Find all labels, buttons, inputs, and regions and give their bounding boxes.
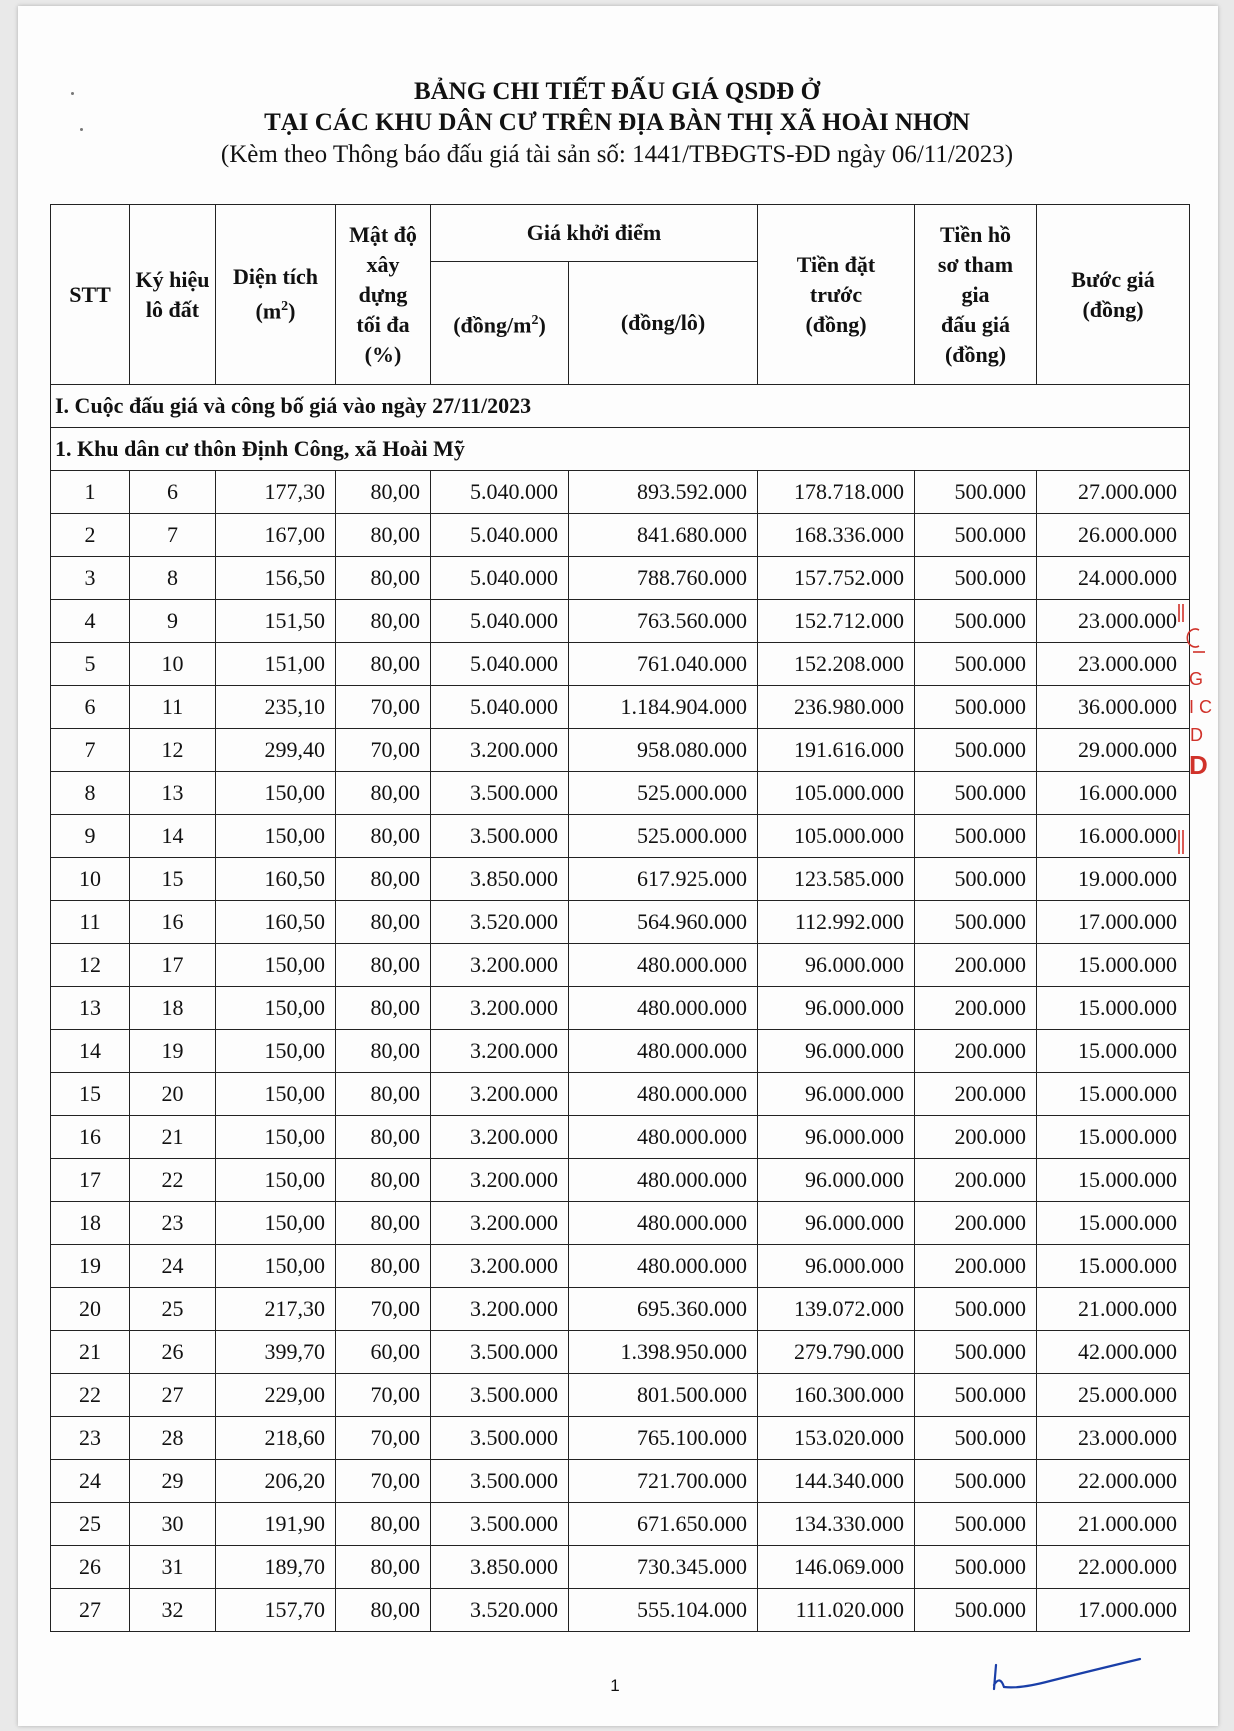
cell-gia-lo: 1.184.904.000	[569, 686, 758, 729]
cell-tien-dat-truoc: 105.000.000	[758, 772, 915, 815]
cell-gia-lo: 525.000.000	[569, 772, 758, 815]
cell-gia-m2: 5.040.000	[431, 557, 569, 600]
cell-tien-dat-truoc: 236.980.000	[758, 686, 915, 729]
cell-tien-dat-truoc: 146.069.000	[758, 1546, 915, 1589]
cell-stt: 6	[51, 686, 130, 729]
cell-dien-tich: 206,20	[216, 1460, 336, 1503]
cell-tien-dat-truoc: 144.340.000	[758, 1460, 915, 1503]
cell-stt: 11	[51, 901, 130, 944]
header-tien-ho-so: Tiền hồ sơ tham gia đấu giá (đồng)	[915, 205, 1037, 385]
cell-gia-m2: 5.040.000	[431, 514, 569, 557]
cell-gia-lo: 555.104.000	[569, 1589, 758, 1632]
cell-gia-m2: 3.520.000	[431, 1589, 569, 1632]
cell-tien-ho-so: 500.000	[915, 686, 1037, 729]
cell-gia-m2: 3.500.000	[431, 1503, 569, 1546]
cell-gia-lo: 695.360.000	[569, 1288, 758, 1331]
table-row	[51, 1589, 1190, 1632]
cell-gia-m2: 3.200.000	[431, 944, 569, 987]
table-row	[51, 514, 1190, 557]
cell-buoc-gia: 15.000.000	[1037, 1159, 1190, 1202]
cell-buoc-gia: 23.000.000	[1037, 643, 1190, 686]
cell-mat-do: 80,00	[336, 1073, 431, 1116]
cell-tien-ho-so: 200.000	[915, 1245, 1037, 1288]
cell-buoc-gia: 22.000.000	[1037, 1546, 1190, 1589]
cell-ky-hieu: 27	[130, 1374, 216, 1417]
title-line-3: (Kèm theo Thông báo đấu giá tài sản số: 1441/TBĐGTS-ĐD ngày 06/11/2023)	[220, 141, 1014, 168]
cell-tien-ho-so: 500.000	[915, 1460, 1037, 1503]
cell-mat-do: 80,00	[336, 815, 431, 858]
cell-ky-hieu: 9	[130, 600, 216, 643]
cell-tien-ho-so: 500.000	[915, 557, 1037, 600]
cell-ky-hieu: 31	[130, 1546, 216, 1589]
cell-stt: 22	[51, 1374, 130, 1417]
header-buoc-gia: Bước giá (đồng)	[1037, 205, 1190, 385]
header-ky-hieu: Ký hiệu lô đất	[130, 205, 216, 385]
cell-mat-do: 80,00	[336, 1202, 431, 1245]
cell-tien-ho-so: 200.000	[915, 1030, 1037, 1073]
cell-buoc-gia: 15.000.000	[1037, 1245, 1190, 1288]
cell-ky-hieu: 14	[130, 815, 216, 858]
table-row	[51, 729, 1190, 772]
table-row	[51, 1331, 1190, 1374]
cell-tien-dat-truoc: 123.585.000	[758, 858, 915, 901]
cell-buoc-gia: 17.000.000	[1037, 901, 1190, 944]
cell-gia-m2: 3.500.000	[431, 1374, 569, 1417]
cell-buoc-gia: 23.000.000	[1037, 600, 1190, 643]
cell-ky-hieu: 25	[130, 1288, 216, 1331]
table-row	[51, 901, 1190, 944]
cell-gia-m2: 3.200.000	[431, 1116, 569, 1159]
table-row	[51, 471, 1190, 514]
cell-gia-m2: 3.200.000	[431, 1159, 569, 1202]
cell-stt: 16	[51, 1116, 130, 1159]
cell-tien-dat-truoc: 112.992.000	[758, 901, 915, 944]
cell-gia-lo: 525.000.000	[569, 815, 758, 858]
cell-mat-do: 80,00	[336, 1159, 431, 1202]
cell-gia-m2: 3.850.000	[431, 858, 569, 901]
cell-dien-tich: 151,50	[216, 600, 336, 643]
table-row	[51, 815, 1190, 858]
cell-ky-hieu: 32	[130, 1589, 216, 1632]
table-row	[51, 1417, 1190, 1460]
table-row	[51, 1202, 1190, 1245]
table-row	[51, 987, 1190, 1030]
cell-dien-tich: 150,00	[216, 1245, 336, 1288]
cell-gia-m2: 5.040.000	[431, 471, 569, 514]
cell-mat-do: 80,00	[336, 1546, 431, 1589]
cell-gia-m2: 3.200.000	[431, 1202, 569, 1245]
cell-gia-m2: 3.200.000	[431, 1288, 569, 1331]
cell-tien-ho-so: 200.000	[915, 1116, 1037, 1159]
cell-ky-hieu: 12	[130, 729, 216, 772]
cell-tien-ho-so: 500.000	[915, 1331, 1037, 1374]
cell-mat-do: 80,00	[336, 557, 431, 600]
cell-buoc-gia: 19.000.000	[1037, 858, 1190, 901]
cell-mat-do: 70,00	[336, 729, 431, 772]
cell-buoc-gia: 17.000.000	[1037, 1589, 1190, 1632]
cell-buoc-gia: 21.000.000	[1037, 1503, 1190, 1546]
cell-gia-lo: 893.592.000	[569, 471, 758, 514]
table-row	[51, 1073, 1190, 1116]
document-header	[0, 76, 1234, 171]
cell-tien-dat-truoc: 96.000.000	[758, 1202, 915, 1245]
cell-ky-hieu: 7	[130, 514, 216, 557]
cell-buoc-gia: 16.000.000	[1037, 772, 1190, 815]
cell-tien-ho-so: 200.000	[915, 1159, 1037, 1202]
cell-mat-do: 80,00	[336, 1116, 431, 1159]
cell-ky-hieu: 16	[130, 901, 216, 944]
cell-stt: 3	[51, 557, 130, 600]
cell-stt: 2	[51, 514, 130, 557]
cell-mat-do: 60,00	[336, 1331, 431, 1374]
cell-mat-do: 80,00	[336, 772, 431, 815]
cell-dien-tich: 150,00	[216, 1202, 336, 1245]
cell-mat-do: 70,00	[336, 1460, 431, 1503]
table-row	[51, 686, 1190, 729]
table-row	[51, 1159, 1190, 1202]
cell-buoc-gia: 42.000.000	[1037, 1331, 1190, 1374]
cell-gia-m2: 3.200.000	[431, 729, 569, 772]
cell-dien-tich: 218,60	[216, 1417, 336, 1460]
cell-gia-m2: 3.500.000	[431, 1460, 569, 1503]
header-stt: STT	[51, 205, 130, 385]
cell-mat-do: 80,00	[336, 1030, 431, 1073]
cell-gia-lo: 480.000.000	[569, 1202, 758, 1245]
cell-mat-do: 80,00	[336, 471, 431, 514]
table-row	[51, 1030, 1190, 1073]
cell-buoc-gia: 15.000.000	[1037, 1073, 1190, 1116]
cell-ky-hieu: 22	[130, 1159, 216, 1202]
cell-dien-tich: 191,90	[216, 1503, 336, 1546]
red-stamp-fragment	[1177, 600, 1213, 860]
cell-tien-dat-truoc: 279.790.000	[758, 1331, 915, 1374]
cell-dien-tich: 217,30	[216, 1288, 336, 1331]
signature	[990, 1655, 1150, 1695]
cell-gia-lo: 480.000.000	[569, 944, 758, 987]
table-row	[51, 772, 1190, 815]
cell-stt: 20	[51, 1288, 130, 1331]
cell-stt: 13	[51, 987, 130, 1030]
cell-tien-dat-truoc: 105.000.000	[758, 815, 915, 858]
cell-gia-m2: 3.500.000	[431, 1417, 569, 1460]
cell-buoc-gia: 15.000.000	[1037, 1202, 1190, 1245]
header-dong-lo: (đồng/lô)	[569, 262, 758, 385]
cell-mat-do: 80,00	[336, 944, 431, 987]
cell-ky-hieu: 19	[130, 1030, 216, 1073]
table-row	[51, 1503, 1190, 1546]
cell-ky-hieu: 20	[130, 1073, 216, 1116]
cell-dien-tich: 177,30	[216, 471, 336, 514]
cell-buoc-gia: 36.000.000	[1037, 686, 1190, 729]
cell-gia-lo: 480.000.000	[569, 1073, 758, 1116]
cell-tien-ho-so: 500.000	[915, 643, 1037, 686]
cell-gia-m2: 3.500.000	[431, 815, 569, 858]
cell-dien-tich: 157,70	[216, 1589, 336, 1632]
cell-stt: 5	[51, 643, 130, 686]
table-row	[51, 1546, 1190, 1589]
cell-ky-hieu: 11	[130, 686, 216, 729]
cell-tien-dat-truoc: 96.000.000	[758, 1245, 915, 1288]
cell-gia-lo: 480.000.000	[569, 987, 758, 1030]
cell-gia-lo: 480.000.000	[569, 1159, 758, 1202]
subsection-heading: 1. Khu dân cư thôn Định Công, xã Hoài Mỹ	[51, 428, 1190, 471]
cell-stt: 15	[51, 1073, 130, 1116]
cell-gia-lo: 617.925.000	[569, 858, 758, 901]
cell-gia-m2: 3.500.000	[431, 1331, 569, 1374]
cell-dien-tich: 150,00	[216, 1030, 336, 1073]
cell-mat-do: 70,00	[336, 1288, 431, 1331]
cell-dien-tich: 150,00	[216, 772, 336, 815]
cell-tien-dat-truoc: 96.000.000	[758, 987, 915, 1030]
cell-buoc-gia: 25.000.000	[1037, 1374, 1190, 1417]
cell-gia-lo: 763.560.000	[569, 600, 758, 643]
cell-mat-do: 70,00	[336, 1374, 431, 1417]
cell-buoc-gia: 15.000.000	[1037, 1116, 1190, 1159]
cell-tien-dat-truoc: 96.000.000	[758, 1073, 915, 1116]
table-row	[51, 600, 1190, 643]
stamp-text-d1: D	[1190, 725, 1203, 745]
cell-gia-lo: 841.680.000	[569, 514, 758, 557]
cell-buoc-gia: 15.000.000	[1037, 987, 1190, 1030]
cell-gia-lo: 564.960.000	[569, 901, 758, 944]
cell-tien-ho-so: 200.000	[915, 987, 1037, 1030]
cell-tien-dat-truoc: 152.208.000	[758, 643, 915, 686]
cell-ky-hieu: 17	[130, 944, 216, 987]
cell-buoc-gia: 21.000.000	[1037, 1288, 1190, 1331]
cell-tien-dat-truoc: 96.000.000	[758, 1116, 915, 1159]
cell-mat-do: 80,00	[336, 1245, 431, 1288]
cell-ky-hieu: 15	[130, 858, 216, 901]
cell-tien-dat-truoc: 160.300.000	[758, 1374, 915, 1417]
cell-buoc-gia: 23.000.000	[1037, 1417, 1190, 1460]
cell-mat-do: 80,00	[336, 600, 431, 643]
table-row	[51, 944, 1190, 987]
cell-ky-hieu: 21	[130, 1116, 216, 1159]
cell-tien-ho-so: 500.000	[915, 471, 1037, 514]
cell-gia-lo: 721.700.000	[569, 1460, 758, 1503]
cell-dien-tich: 160,50	[216, 901, 336, 944]
cell-tien-dat-truoc: 96.000.000	[758, 1159, 915, 1202]
cell-gia-m2: 3.850.000	[431, 1546, 569, 1589]
table-row	[51, 1245, 1190, 1288]
cell-tien-ho-so: 500.000	[915, 772, 1037, 815]
cell-tien-dat-truoc: 134.330.000	[758, 1503, 915, 1546]
cell-dien-tich: 189,70	[216, 1546, 336, 1589]
cell-stt: 27	[51, 1589, 130, 1632]
cell-dien-tich: 151,00	[216, 643, 336, 686]
cell-mat-do: 80,00	[336, 901, 431, 944]
auction-table	[50, 204, 1190, 1632]
cell-tien-ho-so: 200.000	[915, 944, 1037, 987]
cell-dien-tich: 150,00	[216, 1116, 336, 1159]
cell-gia-m2: 3.500.000	[431, 772, 569, 815]
cell-stt: 23	[51, 1417, 130, 1460]
header-gia-khoi-diem: Giá khởi điểm	[431, 205, 758, 262]
cell-tien-ho-so: 200.000	[915, 1202, 1037, 1245]
cell-dien-tich: 160,50	[216, 858, 336, 901]
header-tien-dat-truoc: Tiền đặt trước (đồng)	[758, 205, 915, 385]
table-row	[51, 1460, 1190, 1503]
cell-tien-ho-so: 500.000	[915, 1503, 1037, 1546]
table-row	[51, 858, 1190, 901]
cell-dien-tich: 150,00	[216, 1073, 336, 1116]
cell-tien-dat-truoc: 139.072.000	[758, 1288, 915, 1331]
cell-stt: 17	[51, 1159, 130, 1202]
page-number: 1	[610, 1676, 620, 1695]
cell-ky-hieu: 18	[130, 987, 216, 1030]
cell-mat-do: 80,00	[336, 514, 431, 557]
cell-gia-lo: 671.650.000	[569, 1503, 758, 1546]
cell-tien-dat-truoc: 96.000.000	[758, 944, 915, 987]
cell-mat-do: 70,00	[336, 1417, 431, 1460]
cell-buoc-gia: 27.000.000	[1037, 471, 1190, 514]
cell-tien-ho-so: 500.000	[915, 1589, 1037, 1632]
cell-mat-do: 80,00	[336, 643, 431, 686]
table-row	[51, 643, 1190, 686]
cell-tien-dat-truoc: 96.000.000	[758, 1030, 915, 1073]
cell-gia-m2: 3.200.000	[431, 1245, 569, 1288]
header-dong-m2: $(đồng/m^2)$	[431, 262, 569, 385]
header-dien-tich: Diện tích $(m^2)$	[216, 205, 336, 385]
stamp-text-ic: I C	[1189, 697, 1213, 717]
cell-dien-tich: 299,40	[216, 729, 336, 772]
cell-gia-lo: 480.000.000	[569, 1245, 758, 1288]
cell-tien-dat-truoc: 168.336.000	[758, 514, 915, 557]
table-row	[51, 557, 1190, 600]
cell-gia-lo: 1.398.950.000	[569, 1331, 758, 1374]
cell-tien-ho-so: 500.000	[915, 1546, 1037, 1589]
cell-buoc-gia: 22.000.000	[1037, 1460, 1190, 1503]
cell-buoc-gia: 29.000.000	[1037, 729, 1190, 772]
cell-tien-ho-so: 500.000	[915, 1288, 1037, 1331]
cell-tien-dat-truoc: 152.712.000	[758, 600, 915, 643]
cell-dien-tich: 150,00	[216, 815, 336, 858]
cell-gia-lo: 801.500.000	[569, 1374, 758, 1417]
cell-buoc-gia: 15.000.000	[1037, 1030, 1190, 1073]
section-heading: I. Cuộc đấu giá và công bố giá vào ngày 27/11/2023	[51, 385, 1190, 428]
cell-stt: 8	[51, 772, 130, 815]
cell-tien-ho-so: 500.000	[915, 514, 1037, 557]
cell-gia-lo: 730.345.000	[569, 1546, 758, 1589]
cell-tien-ho-so: 500.000	[915, 1417, 1037, 1460]
cell-gia-m2: 3.200.000	[431, 1030, 569, 1073]
cell-gia-m2: 3.200.000	[431, 1073, 569, 1116]
cell-ky-hieu: 30	[130, 1503, 216, 1546]
cell-stt: 4	[51, 600, 130, 643]
cell-dien-tich: 150,00	[216, 1159, 336, 1202]
cell-tien-dat-truoc: 111.020.000	[758, 1589, 915, 1632]
cell-dien-tich: 229,00	[216, 1374, 336, 1417]
cell-stt: 26	[51, 1546, 130, 1589]
title-line-1: BẢNG CHI TIẾT ĐẤU GIÁ QSDĐ Ở	[413, 78, 821, 105]
cell-stt: 25	[51, 1503, 130, 1546]
cell-stt: 10	[51, 858, 130, 901]
table-row	[51, 1288, 1190, 1331]
cell-tien-dat-truoc: 191.616.000	[758, 729, 915, 772]
cell-gia-lo: 765.100.000	[569, 1417, 758, 1460]
header-mat-do: Mật độ xây dựng tối đa (%)	[336, 205, 431, 385]
cell-dien-tich: 150,00	[216, 944, 336, 987]
cell-tien-ho-so: 500.000	[915, 901, 1037, 944]
cell-ky-hieu: 24	[130, 1245, 216, 1288]
stamp-text-d2: D	[1189, 750, 1208, 780]
cell-tien-ho-so: 200.000	[915, 1073, 1037, 1116]
cell-dien-tich: 150,00	[216, 987, 336, 1030]
cell-dien-tich: 167,00	[216, 514, 336, 557]
cell-buoc-gia: 26.000.000	[1037, 514, 1190, 557]
cell-stt: 24	[51, 1460, 130, 1503]
cell-gia-lo: 958.080.000	[569, 729, 758, 772]
cell-buoc-gia: 16.000.000	[1037, 815, 1190, 858]
cell-tien-dat-truoc: 157.752.000	[758, 557, 915, 600]
cell-ky-hieu: 13	[130, 772, 216, 815]
cell-mat-do: 70,00	[336, 686, 431, 729]
cell-tien-ho-so: 500.000	[915, 858, 1037, 901]
cell-dien-tich: 156,50	[216, 557, 336, 600]
cell-stt: 7	[51, 729, 130, 772]
cell-tien-dat-truoc: 178.718.000	[758, 471, 915, 514]
cell-tien-dat-truoc: 153.020.000	[758, 1417, 915, 1460]
cell-ky-hieu: 10	[130, 643, 216, 686]
cell-stt: 18	[51, 1202, 130, 1245]
cell-mat-do: 80,00	[336, 858, 431, 901]
cell-buoc-gia: 15.000.000	[1037, 944, 1190, 987]
cell-gia-lo: 480.000.000	[569, 1116, 758, 1159]
cell-gia-lo: 761.040.000	[569, 643, 758, 686]
cell-tien-ho-so: 500.000	[915, 815, 1037, 858]
cell-stt: 12	[51, 944, 130, 987]
cell-gia-lo: 788.760.000	[569, 557, 758, 600]
cell-ky-hieu: 6	[130, 471, 216, 514]
cell-stt: 9	[51, 815, 130, 858]
cell-ky-hieu: 8	[130, 557, 216, 600]
cell-ky-hieu: 23	[130, 1202, 216, 1245]
cell-mat-do: 80,00	[336, 987, 431, 1030]
cell-stt: 14	[51, 1030, 130, 1073]
cell-gia-m2: 5.040.000	[431, 600, 569, 643]
cell-gia-m2: 3.520.000	[431, 901, 569, 944]
auction-table-container	[50, 204, 1190, 1632]
cell-mat-do: 80,00	[336, 1589, 431, 1632]
cell-ky-hieu: 28	[130, 1417, 216, 1460]
cell-mat-do: 80,00	[336, 1503, 431, 1546]
cell-tien-ho-so: 500.000	[915, 729, 1037, 772]
cell-tien-ho-so: 500.000	[915, 1374, 1037, 1417]
cell-stt: 1	[51, 471, 130, 514]
stamp-text-g: G	[1189, 669, 1204, 689]
cell-tien-ho-so: 500.000	[915, 600, 1037, 643]
cell-ky-hieu: 29	[130, 1460, 216, 1503]
cell-dien-tich: 235,10	[216, 686, 336, 729]
title-line-2: TẠI CÁC KHU DÂN CƯ TRÊN ĐỊA BÀN THỊ XÃ HOÀI NHƠN	[264, 109, 970, 136]
cell-stt: 19	[51, 1245, 130, 1288]
table-row	[51, 1374, 1190, 1417]
cell-gia-m2: 5.040.000	[431, 686, 569, 729]
table-row	[51, 1116, 1190, 1159]
cell-ky-hieu: 26	[130, 1331, 216, 1374]
cell-gia-m2: 5.040.000	[431, 643, 569, 686]
cell-stt: 21	[51, 1331, 130, 1374]
cell-dien-tich: 399,70	[216, 1331, 336, 1374]
cell-gia-m2: 3.200.000	[431, 987, 569, 1030]
cell-gia-lo: 480.000.000	[569, 1030, 758, 1073]
cell-buoc-gia: 24.000.000	[1037, 557, 1190, 600]
